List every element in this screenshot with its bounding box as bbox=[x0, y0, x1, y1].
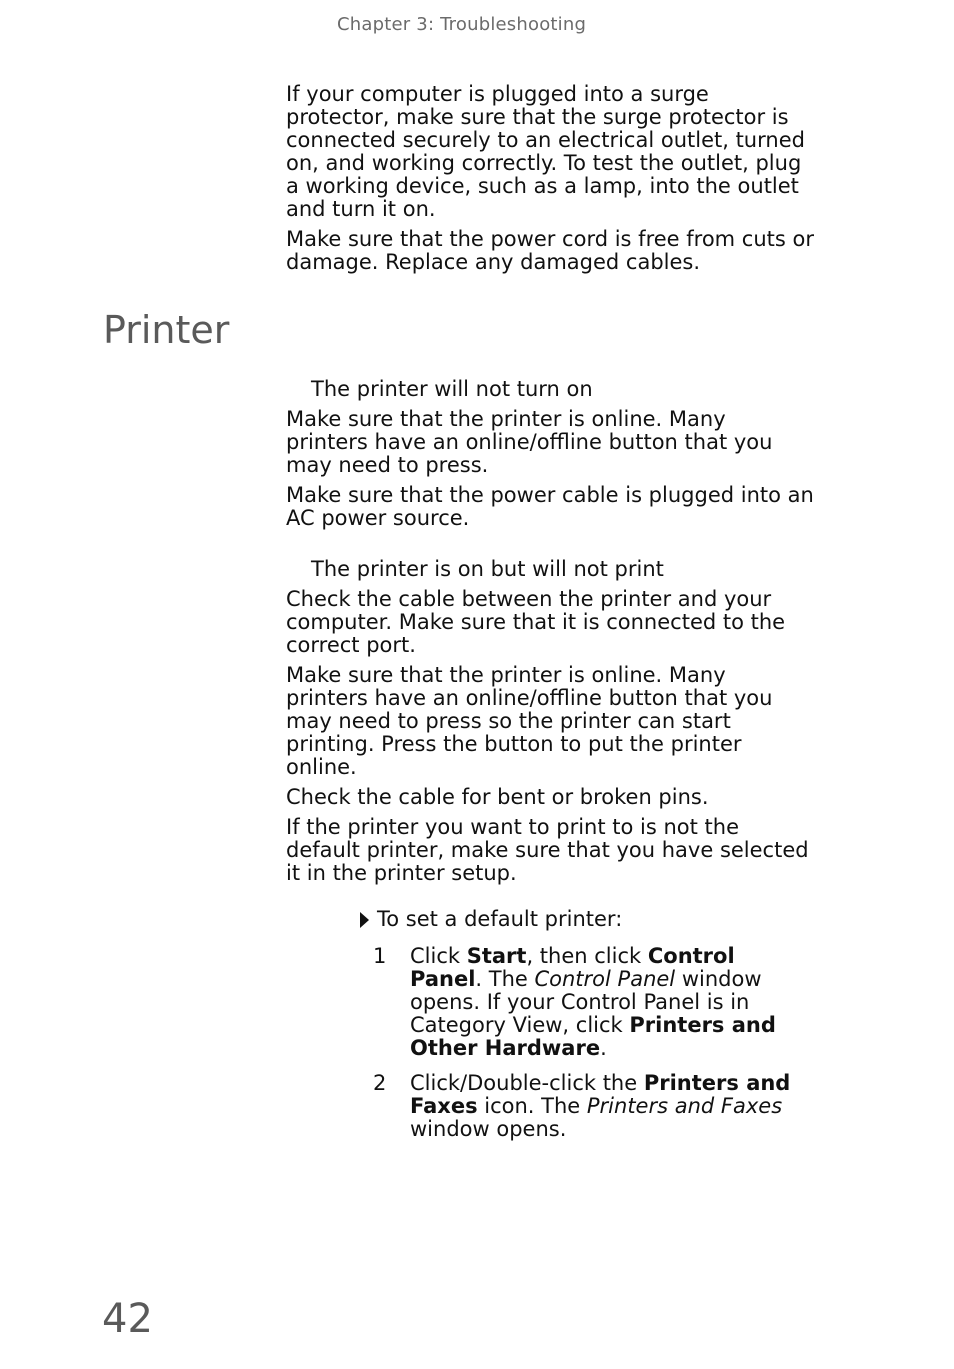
procedure-step-1 bbox=[373, 945, 813, 1060]
ui-term-printers-faxes: Printers and Faxes bbox=[410, 1071, 791, 1118]
ui-term-control-panel: Control Panel bbox=[410, 944, 735, 991]
window-name-printers-faxes: Printers and Faxes bbox=[586, 1094, 783, 1118]
running-header: Chapter 3: Troubleshooting bbox=[337, 14, 587, 35]
step-number: 2 bbox=[373, 1071, 387, 1095]
intro-paragraph-1: If your computer is plugged into a surge protector, make sure that the surge protector is connected securely to an electrical outlet, turned on, and working correctly. To test the outlet, plug a working device, such as a lamp, into the outlet and turn it on. bbox=[286, 82, 805, 221]
window-name-control-panel: Control Panel bbox=[534, 967, 676, 991]
ui-term-start: Start bbox=[466, 944, 527, 968]
intro-paragraph-2: Make sure that the power cord is free from cuts or damage. Replace any damaged cables. bbox=[286, 227, 814, 274]
procedure-title: To set a default printer: bbox=[377, 907, 623, 931]
problem-2-title: The printer is on but will not print bbox=[311, 557, 664, 581]
problem-1-body bbox=[286, 408, 814, 530]
step-number: 1 bbox=[373, 944, 387, 968]
step-text: Click Start, then click Control Panel. The Control Panel window opens. If your Control Panel is in Category View, click Printers and Other Hardware. bbox=[410, 944, 776, 1060]
problem-1-title: The printer will not turn on bbox=[311, 377, 593, 401]
problem-1-paragraph-2: Make sure that the power cable is plugged into an AC power source. bbox=[286, 483, 814, 530]
problem-2-paragraph-1: Check the cable between the printer and your computer. Make sure that it is connected to the correct port. bbox=[286, 587, 786, 657]
intro-block bbox=[286, 83, 814, 274]
procedure-step-2 bbox=[373, 1072, 813, 1141]
ui-term-printers-hardware: Printers and Other Hardware bbox=[410, 1013, 776, 1060]
problem-1-paragraph-1: Make sure that the printer is online. Many printers have an online/offline button that you may need to press. bbox=[286, 407, 773, 477]
problem-2-paragraph-2: Make sure that the printer is online. Many printers have an online/offline button that you may need to press so the printer can start printing. Press the button to put the printer online. bbox=[286, 663, 773, 779]
problem-2-paragraph-3: Check the cable for bent or broken pins. bbox=[286, 785, 709, 809]
triangle-bullet-icon bbox=[360, 912, 369, 928]
problem-2-paragraph-4: If the printer you want to print to is not the default printer, make sure that you have selected it in the printer setup. bbox=[286, 815, 809, 885]
procedure-heading bbox=[360, 906, 622, 932]
problem-2-body bbox=[286, 588, 814, 885]
step-text: Click/Double-click the Printers and Faxes icon. The Printers and Faxes window opens. bbox=[410, 1071, 791, 1141]
section-title: Printer bbox=[103, 308, 230, 352]
page-number: 42 bbox=[102, 1296, 153, 1342]
